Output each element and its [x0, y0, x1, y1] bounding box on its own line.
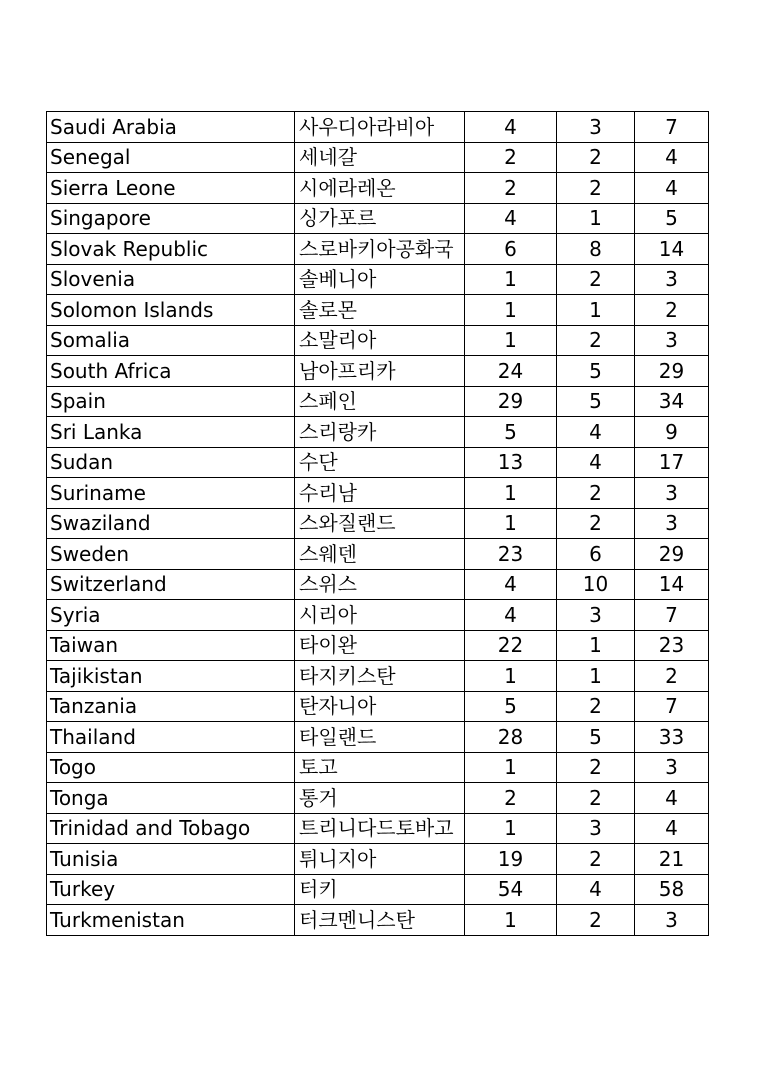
korean-name-cell: 타지키스탄	[295, 661, 465, 692]
count-b-cell: 2	[557, 264, 635, 295]
total-cell: 3	[635, 264, 709, 295]
table-row	[47, 874, 709, 905]
count-a-cell: 13	[465, 447, 557, 478]
country-name-cell: Singapore	[47, 203, 295, 234]
total-cell: 5	[635, 203, 709, 234]
table-row	[47, 661, 709, 692]
count-b-cell: 2	[557, 752, 635, 783]
count-b-cell: 2	[557, 691, 635, 722]
count-b-cell: 2	[557, 142, 635, 173]
count-a-cell: 5	[465, 417, 557, 448]
country-name-cell: Syria	[47, 600, 295, 631]
korean-name-cell: 수단	[295, 447, 465, 478]
count-a-cell: 6	[465, 234, 557, 265]
korean-name-cell: 시에라레온	[295, 173, 465, 204]
country-name-cell: Turkmenistan	[47, 905, 295, 936]
count-b-cell: 3	[557, 600, 635, 631]
korean-name-cell: 토고	[295, 752, 465, 783]
total-cell: 58	[635, 874, 709, 905]
total-cell: 34	[635, 386, 709, 417]
country-name-cell: Sri Lanka	[47, 417, 295, 448]
korean-name-cell: 시리아	[295, 600, 465, 631]
count-a-cell: 1	[465, 478, 557, 509]
country-name-cell: Sierra Leone	[47, 173, 295, 204]
table-row	[47, 691, 709, 722]
count-b-cell: 1	[557, 203, 635, 234]
korean-name-cell: 스위스	[295, 569, 465, 600]
count-b-cell: 10	[557, 569, 635, 600]
korean-name-cell: 탄자니아	[295, 691, 465, 722]
table-row	[47, 752, 709, 783]
korean-name-cell: 수리남	[295, 478, 465, 509]
korean-name-cell: 세네갈	[295, 142, 465, 173]
total-cell: 21	[635, 844, 709, 875]
country-name-cell: Senegal	[47, 142, 295, 173]
korean-name-cell: 남아프리카	[295, 356, 465, 387]
count-a-cell: 2	[465, 173, 557, 204]
count-a-cell: 1	[465, 661, 557, 692]
country-name-cell: South Africa	[47, 356, 295, 387]
count-a-cell: 4	[465, 112, 557, 143]
korean-name-cell: 튀니지아	[295, 844, 465, 875]
table-row	[47, 325, 709, 356]
count-b-cell: 1	[557, 295, 635, 326]
total-cell: 2	[635, 295, 709, 326]
count-b-cell: 2	[557, 783, 635, 814]
total-cell: 7	[635, 112, 709, 143]
country-name-cell: Togo	[47, 752, 295, 783]
korean-name-cell: 소말리아	[295, 325, 465, 356]
korean-name-cell: 타일랜드	[295, 722, 465, 753]
country-name-cell: Sweden	[47, 539, 295, 570]
count-a-cell: 28	[465, 722, 557, 753]
table-row	[47, 508, 709, 539]
count-b-cell: 2	[557, 844, 635, 875]
korean-name-cell: 사우디아라비아	[295, 112, 465, 143]
total-cell: 4	[635, 142, 709, 173]
country-name-cell: Sudan	[47, 447, 295, 478]
korean-name-cell: 트리니다드토바고	[295, 813, 465, 844]
table-row	[47, 722, 709, 753]
country-name-cell: Taiwan	[47, 630, 295, 661]
country-name-cell: Thailand	[47, 722, 295, 753]
country-name-cell: Somalia	[47, 325, 295, 356]
korean-name-cell: 싱가포르	[295, 203, 465, 234]
count-a-cell: 1	[465, 813, 557, 844]
country-name-cell: Suriname	[47, 478, 295, 509]
table-row	[47, 478, 709, 509]
count-b-cell: 4	[557, 417, 635, 448]
korean-name-cell: 통거	[295, 783, 465, 814]
korean-name-cell: 솔베니아	[295, 264, 465, 295]
total-cell: 29	[635, 539, 709, 570]
country-name-cell: Switzerland	[47, 569, 295, 600]
count-b-cell: 2	[557, 508, 635, 539]
table-row	[47, 783, 709, 814]
korean-name-cell: 스웨덴	[295, 539, 465, 570]
count-b-cell: 3	[557, 112, 635, 143]
count-b-cell: 2	[557, 325, 635, 356]
total-cell: 9	[635, 417, 709, 448]
country-name-cell: Tanzania	[47, 691, 295, 722]
table-row	[47, 295, 709, 326]
total-cell: 3	[635, 325, 709, 356]
korean-name-cell: 솔로몬	[295, 295, 465, 326]
korean-name-cell: 스와질랜드	[295, 508, 465, 539]
count-a-cell: 19	[465, 844, 557, 875]
total-cell: 14	[635, 234, 709, 265]
count-a-cell: 29	[465, 386, 557, 417]
count-a-cell: 22	[465, 630, 557, 661]
country-name-cell: Tonga	[47, 783, 295, 814]
country-name-cell: Saudi Arabia	[47, 112, 295, 143]
count-a-cell: 1	[465, 325, 557, 356]
table-row	[47, 630, 709, 661]
table-row	[47, 539, 709, 570]
total-cell: 7	[635, 600, 709, 631]
count-a-cell: 1	[465, 264, 557, 295]
table-row	[47, 600, 709, 631]
country-name-cell: Tunisia	[47, 844, 295, 875]
count-b-cell: 5	[557, 386, 635, 417]
table-row	[47, 112, 709, 143]
count-a-cell: 4	[465, 600, 557, 631]
count-b-cell: 8	[557, 234, 635, 265]
total-cell: 2	[635, 661, 709, 692]
count-a-cell: 24	[465, 356, 557, 387]
country-table-body	[47, 112, 709, 936]
table-row	[47, 386, 709, 417]
total-cell: 3	[635, 478, 709, 509]
total-cell: 3	[635, 905, 709, 936]
table-row	[47, 813, 709, 844]
count-a-cell: 4	[465, 203, 557, 234]
total-cell: 4	[635, 813, 709, 844]
total-cell: 33	[635, 722, 709, 753]
country-name-cell: Tajikistan	[47, 661, 295, 692]
total-cell: 4	[635, 783, 709, 814]
total-cell: 23	[635, 630, 709, 661]
count-a-cell: 54	[465, 874, 557, 905]
table-row	[47, 234, 709, 265]
table-row	[47, 447, 709, 478]
korean-name-cell: 타이완	[295, 630, 465, 661]
country-name-cell: Trinidad and Tobago	[47, 813, 295, 844]
count-b-cell: 4	[557, 874, 635, 905]
count-a-cell: 2	[465, 783, 557, 814]
count-a-cell: 5	[465, 691, 557, 722]
count-b-cell: 2	[557, 478, 635, 509]
total-cell: 14	[635, 569, 709, 600]
table-row	[47, 264, 709, 295]
korean-name-cell: 스페인	[295, 386, 465, 417]
count-a-cell: 1	[465, 295, 557, 326]
country-name-cell: Spain	[47, 386, 295, 417]
count-a-cell: 1	[465, 752, 557, 783]
table-row	[47, 203, 709, 234]
table-row	[47, 569, 709, 600]
table-row	[47, 142, 709, 173]
count-b-cell: 5	[557, 356, 635, 387]
count-b-cell: 2	[557, 173, 635, 204]
count-a-cell: 4	[465, 569, 557, 600]
count-b-cell: 4	[557, 447, 635, 478]
total-cell: 7	[635, 691, 709, 722]
table-row	[47, 844, 709, 875]
country-name-cell: Turkey	[47, 874, 295, 905]
count-a-cell: 1	[465, 508, 557, 539]
country-name-cell: Swaziland	[47, 508, 295, 539]
korean-name-cell: 터키	[295, 874, 465, 905]
total-cell: 3	[635, 752, 709, 783]
total-cell: 17	[635, 447, 709, 478]
count-a-cell: 1	[465, 905, 557, 936]
table-row	[47, 173, 709, 204]
table-row	[47, 356, 709, 387]
korean-name-cell: 터크멘니스탄	[295, 905, 465, 936]
count-b-cell: 1	[557, 661, 635, 692]
country-table	[46, 111, 709, 936]
total-cell: 4	[635, 173, 709, 204]
count-a-cell: 23	[465, 539, 557, 570]
korean-name-cell: 스로바키아공화국	[295, 234, 465, 265]
total-cell: 29	[635, 356, 709, 387]
table-row	[47, 905, 709, 936]
count-b-cell: 6	[557, 539, 635, 570]
table-row	[47, 417, 709, 448]
count-b-cell: 2	[557, 905, 635, 936]
count-b-cell: 5	[557, 722, 635, 753]
count-b-cell: 3	[557, 813, 635, 844]
country-name-cell: Solomon Islands	[47, 295, 295, 326]
total-cell: 3	[635, 508, 709, 539]
korean-name-cell: 스리랑카	[295, 417, 465, 448]
count-a-cell: 2	[465, 142, 557, 173]
count-b-cell: 1	[557, 630, 635, 661]
country-name-cell: Slovak Republic	[47, 234, 295, 265]
country-name-cell: Slovenia	[47, 264, 295, 295]
